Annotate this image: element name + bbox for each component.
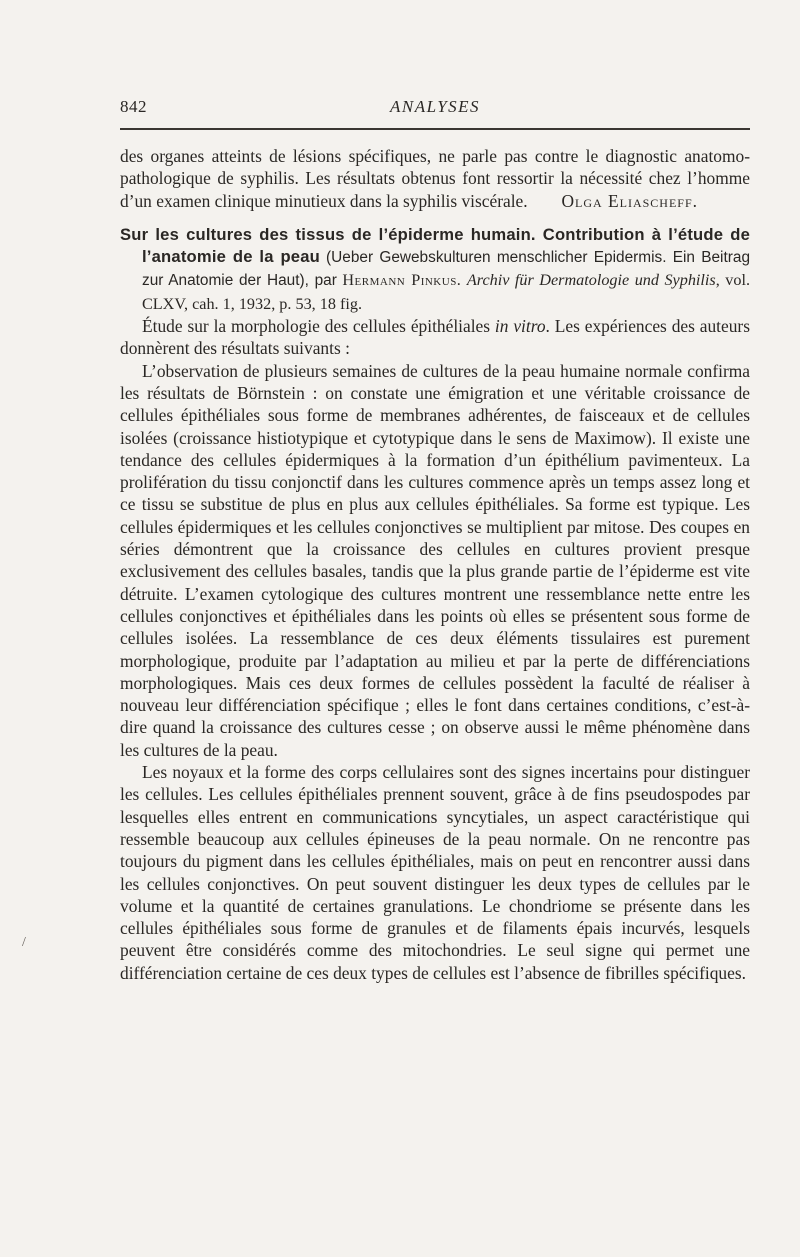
paragraph-nuclei: Les noyaux et la forme des corps cellulaires sont des signes incertains pour distinguer les cellules. Les cellules épithéliales prennent souvent, grâce à de fins pseudospodes par lesquelles elles entrent en communications syncytiales, un aspect caractéristique qui ressemble beaucoup aux cellules épineuses de la peau normale. On ne rencontre pas toujours du pigment dans les cellules épithéliales, mais on peut en rencontrer aussi dans les cellules conjonctives. On peut souvent distinguer les deux types de cellules par le volume et la quantité de certaines granulations. Le chondriome se présente dans les cellules épithéliales sous forme de granules et de filaments épais incurvés, lesquels peuvent être considérés comme des mitochondries. Le seul signe qui permet une différenciation certaine de ces deux types de cellules est l’absence de fibrilles spécifiques. <box>120 762 750 983</box>
previous-review-author: Olga Eliascheff. <box>561 190 698 211</box>
page-header <box>120 97 750 121</box>
paragraph-intro-text: Étude sur la morphologie des cellules épithéliales <box>142 316 495 337</box>
page-number: 842 <box>120 97 147 116</box>
header-rule <box>120 128 750 130</box>
review-heading <box>120 224 750 315</box>
review-journal: Archiv für Dermatologie und Syphilis <box>466 271 716 290</box>
running-title: ANALYSES <box>389 97 481 116</box>
paragraph-intro-italic: in vitro <box>494 316 546 337</box>
previous-review-text: des organes atteints de lésions spécifiques, ne parle pas contre le diagnostic anatomo-pathologique de syphilis. Les résultats obtenus font ressortir la nécessité chez l’homme d’un examen clinique minutieux dans la syphilis viscérale. <box>120 146 750 211</box>
review-original-title: (Ueber Gewebskulturen menschlicher Epidermis. Ein Beitrag zur Anatomie der Haut), par <box>142 249 751 290</box>
paragraph-intro-end: . Les expériences des auteurs donnèrent des résultats suivants : <box>120 316 750 359</box>
review-author: Hermann Pinkus. <box>342 271 462 290</box>
paragraph-observation: L’observation de plusieurs semaines de cultures de la peau humaine normale confirma les résultats de Börnstein : on constate une émigration et une véritable croissance de cellules épithéliales sous forme de membranes adhérentes, de faisceaux et de cellules isolées (croissance histiotypique et cytotypique dans le sens de Maximow). Il existe une tendance des cellules épidermiques à la formation d’un épithélium pavimenteux. La prolifération du tissu conjonctif dans les cultures commence après un temps assez long et ce tissu se substitue de plus en plus aux cellules épithéliales. Sa forme est typique. Les cellules épidermiques et les cellules conjonctives se multiplient par mitose. Des coupes en séries démontrent que la croissance des cellules en cultures provient presque exclusivement des cellules basales, tandis que la plus grande partie de l’épiderme est vite détruite. L’examen cytologique des cultures montrent une ressemblance nette entre les cellules conjonctives et épithéliales dans les points où elles se présentent sous forme de cellules isolées. La ressemblance de ces deux éléments tissulaires est purement morphologique, produite par l’adaptation au milieu et par la perte de différenciations morphologiques. Mais ces deux formes de cellules possèdent la faculté de réaliser à nouveau leur différenciation spécifique ; elles le font dans certaines conditions, c’est-à-dire quand la croissance des cultures cesse ; on observe aussi le même phénomène dans les cultures de la peau. <box>120 360 750 760</box>
margin-mark: / <box>22 935 26 950</box>
page-body <box>120 145 750 984</box>
paragraph-intro <box>120 315 750 360</box>
review-title: Sur les cultures des tissus de l’épiderme humain. Contribution à l’étude de l’anatomie de la peau <box>120 224 750 267</box>
review-citation: , vol. CLXV, cah. 1, 1932, p. 53, 18 fig. <box>142 271 751 313</box>
